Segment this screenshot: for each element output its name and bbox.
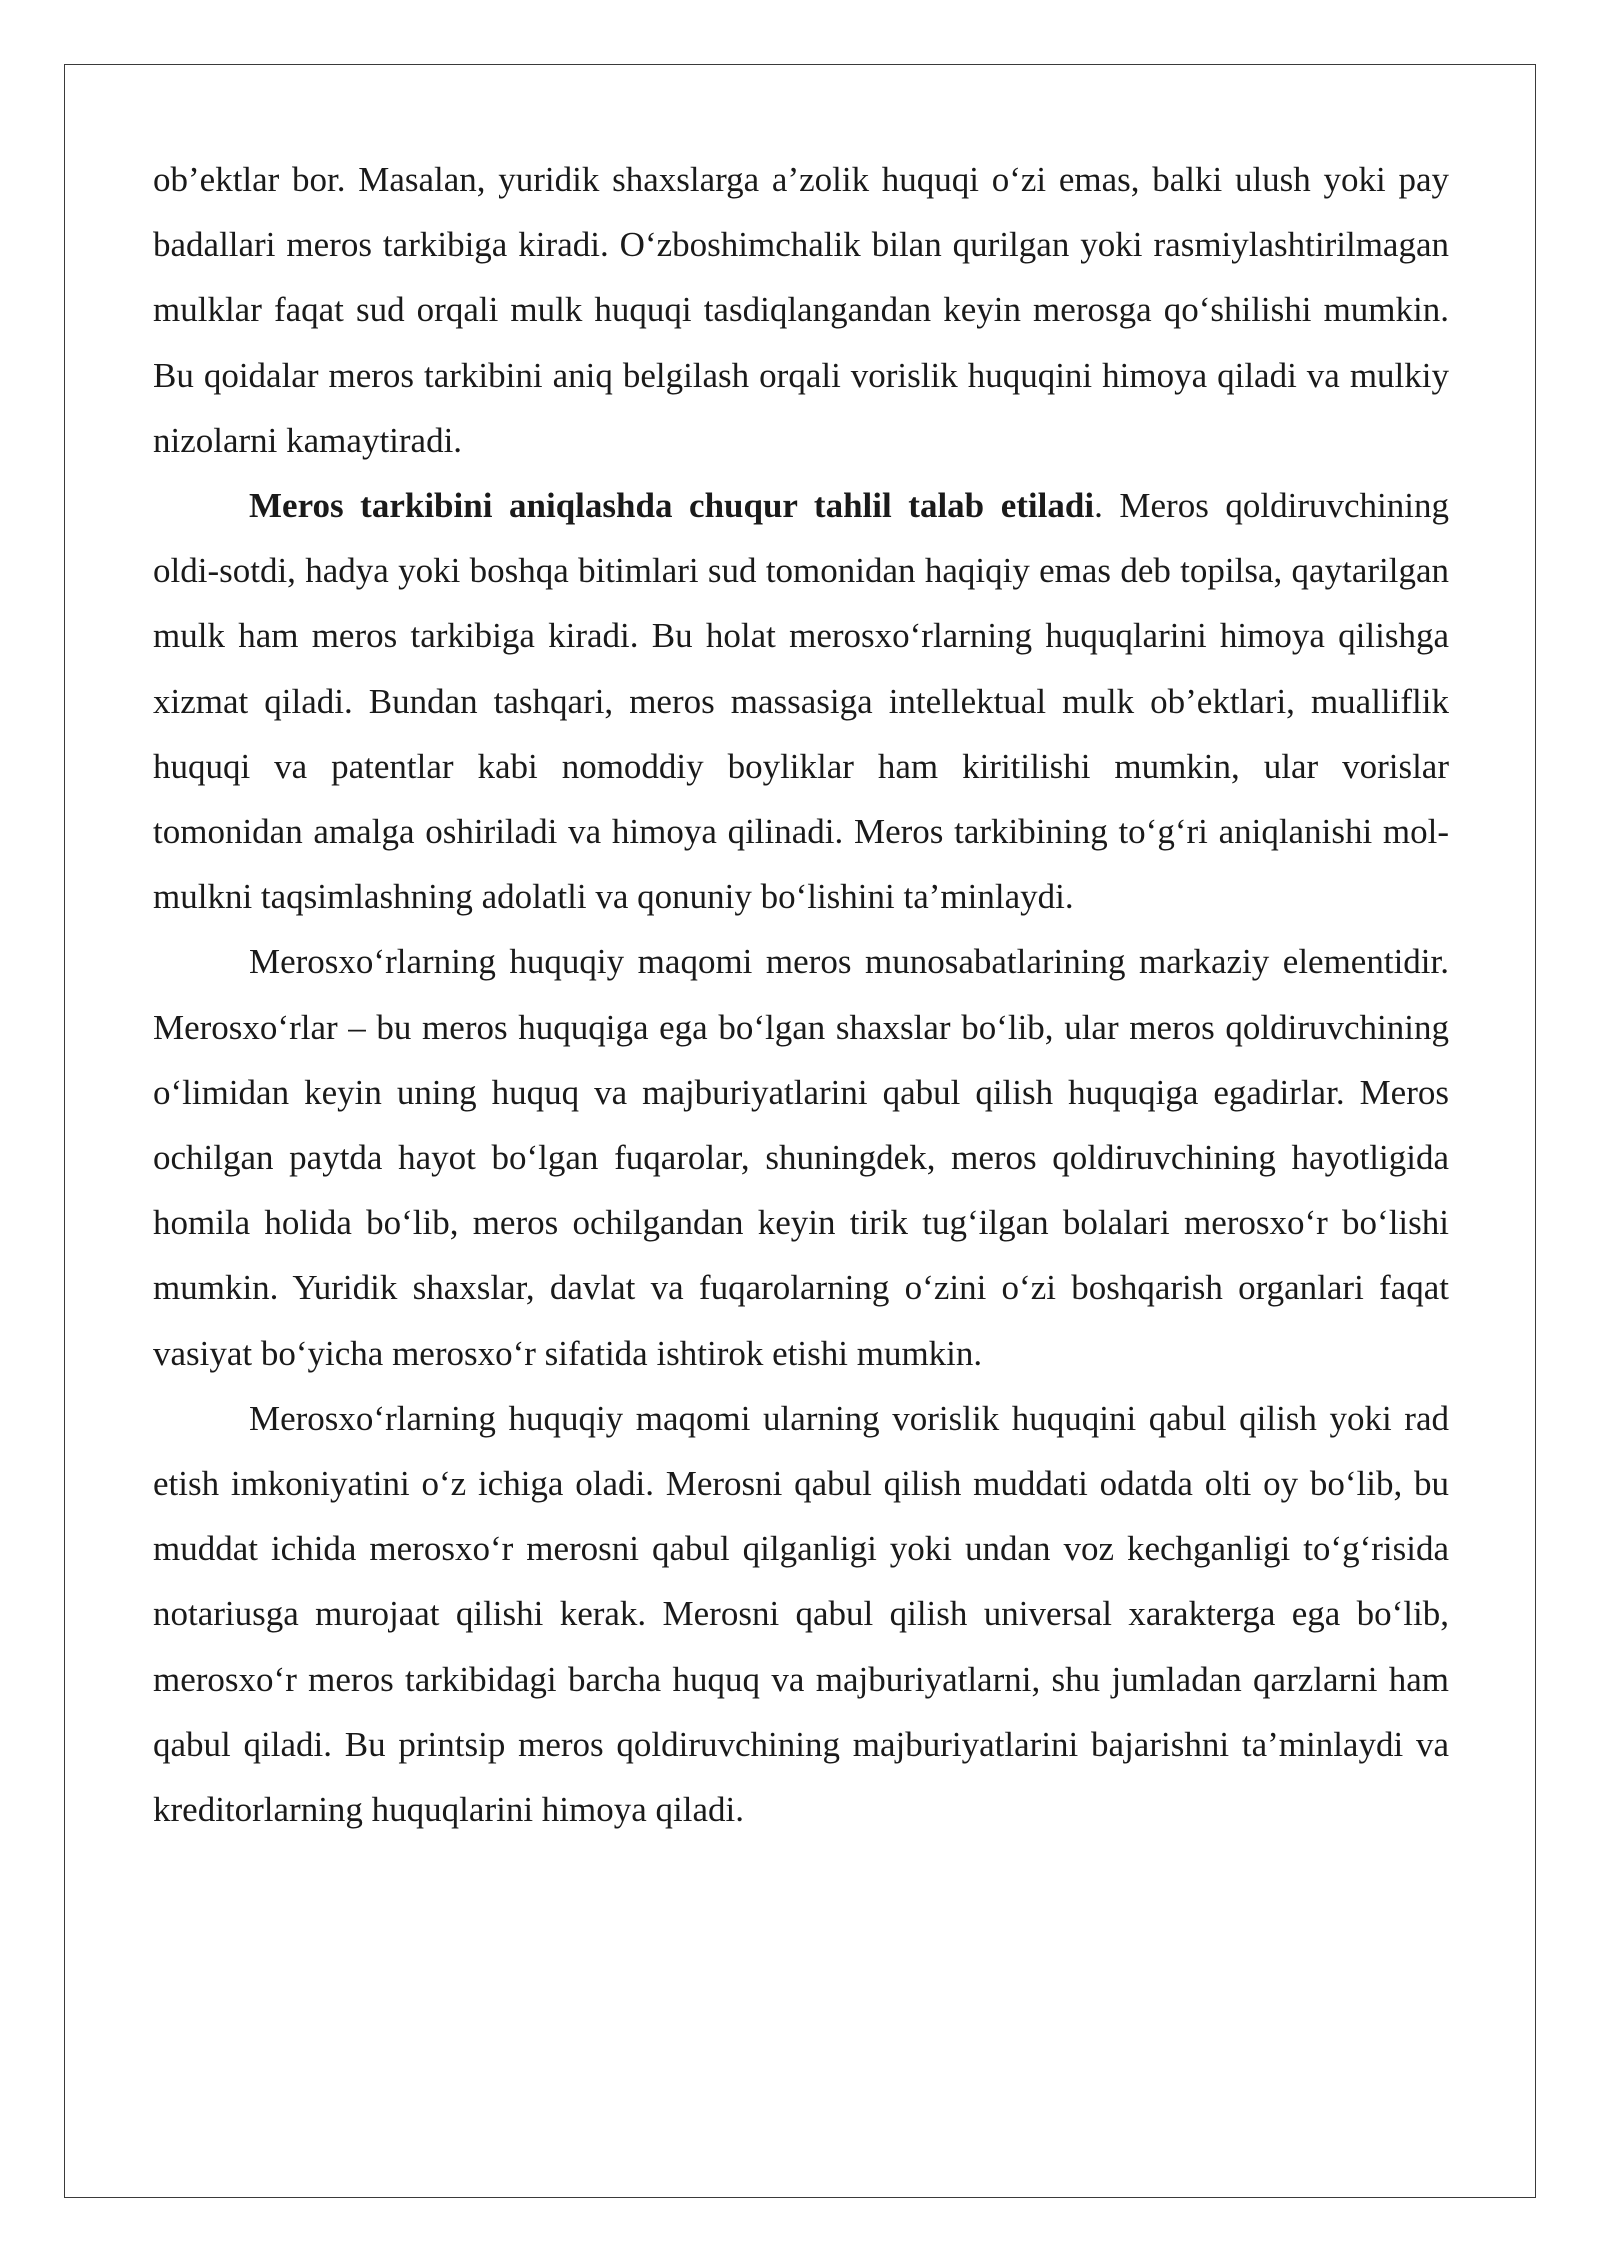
paragraph-1 <box>153 147 1449 473</box>
document-body <box>153 147 1449 1842</box>
paragraph-4 <box>153 1386 1449 1842</box>
paragraph-text: ob’ektlar bor. Masalan, yuridik shaxslarga a’zolik huquqi o‘zi emas, balki ulush yoki pay badallari meros tarkibiga kiradi. O‘zboshimchalik bilan qurilgan yoki rasmiylashtirilmagan mulklar faqat sud orqali mulk huquqi tasdiqlangandan keyin merosga qo‘shilishi mumkin. Bu qoidalar meros tarkibini aniq belgilash orqali vorislik huquqini himoya qiladi va mulkiy nizolarni kamaytiradi. <box>153 160 1449 460</box>
paragraph-bold-lead: Meros tarkibini aniqlashda chuqur tahlil talab etiladi <box>249 486 1095 526</box>
paragraph-text: Merosxo‘rlarning huquqiy maqomi meros munosabatlarining markaziy elementidir. Merosxo‘rlar – bu meros huquqiga ega bo‘lgan shaxslar bo‘lib, ular meros qoldiruvchining o‘limidan keyin uning huquq va majburiyatlarini qabul qilish huquqiga egadirlar. Meros ochilgan paytda hayot bo‘lgan fuqarolar, shuningdek, meros qoldiruvchining hayotligida homila holida bo‘lib, meros ochilgandan keyin tirik tug‘ilgan bolalari merosxo‘r bo‘lishi mumkin. Yuridik shaxslar, davlat va fuqarolarning o‘zini o‘zi boshqarish organlari faqat vasiyat bo‘yicha merosxo‘r sifatida ishtirok etishi mumkin. <box>153 942 1449 1373</box>
paragraph-text: . Meros qoldiruvchining oldi-sotdi, hadya yoki boshqa bitimlari sud tomonidan haqiqiy emas deb topilsa, qaytarilgan mulk ham meros tarkibiga kiradi. Bu holat merosxo‘rlarning huquqlarini himoya qilishga xizmat qiladi. Bundan tashqari, meros massasiga intellektual mulk ob’ektlari, mualliflik huquqi va patentlar kabi nomoddiy boyliklar ham kiritilishi mumkin, ular vorislar tomonidan amalga oshiriladi va himoya qilinadi. Meros tarkibining to‘g‘ri aniqlanishi mol-mulkni taqsimlashning adolatli va qonuniy bo‘lishini ta’minlaydi. <box>153 486 1449 917</box>
paragraph-text: Merosxo‘rlarning huquqiy maqomi ularning vorislik huquqini qabul qilish yoki rad etish imkoniyatini o‘z ichiga oladi. Merosni qabul qilish muddati odatda olti oy bo‘lib, bu muddat ichida merosxo‘r merosni qabul qilganligi yoki undan voz kechganligi to‘g‘risida notariusga murojaat qilishi kerak. Merosni qabul qilish universal xarakterga ega bo‘lib, merosxo‘r meros tarkibidagi barcha huquq va majburiyatlarni, shu jumladan qarzlarni ham qabul qiladi. Bu printsip meros qoldiruvchining majburiyatlarini bajarishni ta’minlaydi va kreditorlarning huquqlarini himoya qiladi. <box>153 1398 1449 1830</box>
paragraph-2 <box>153 473 1449 929</box>
paragraph-3 <box>153 929 1449 1385</box>
